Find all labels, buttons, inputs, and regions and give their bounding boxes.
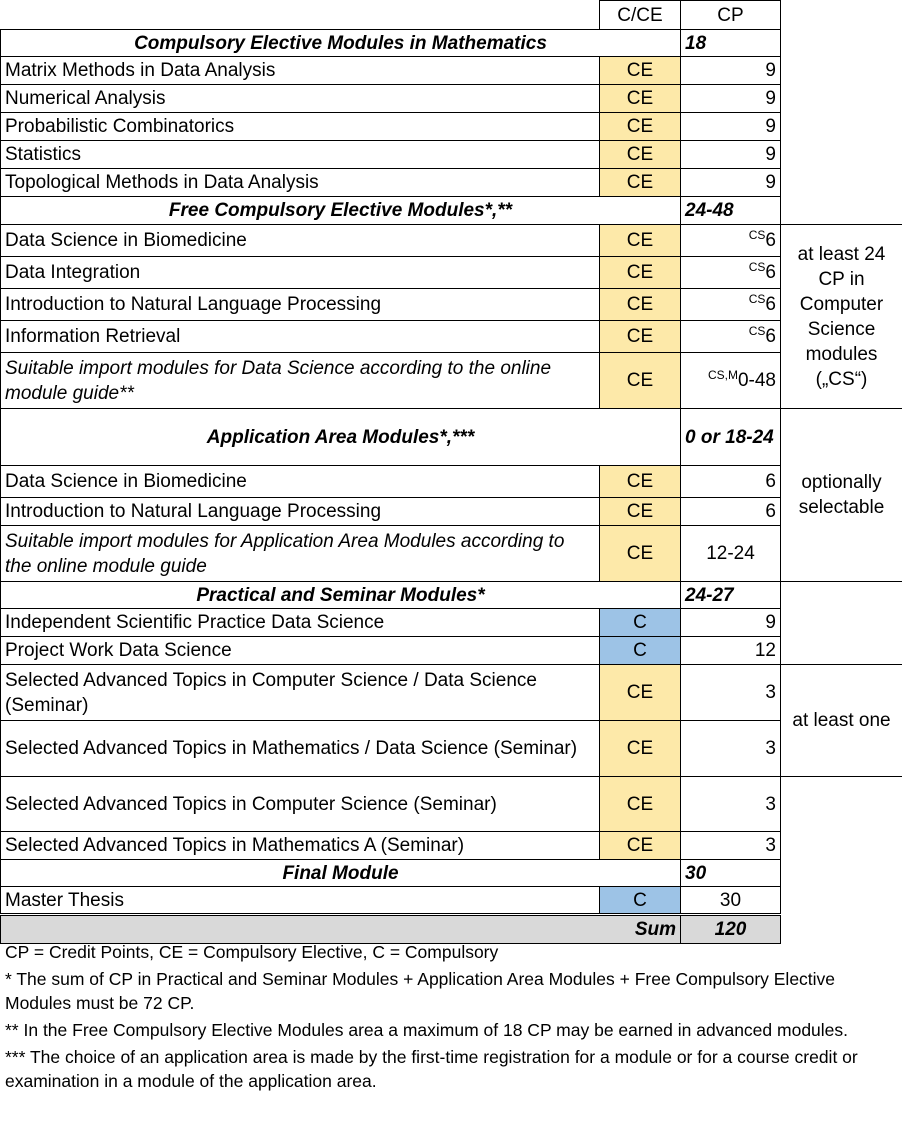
module-name: Information Retrieval — [1, 321, 600, 353]
module-cp: 9 — [681, 113, 781, 141]
module-name: Suitable import modules for Application Area Modules according to the online module guide — [1, 526, 600, 582]
module-type: C — [600, 609, 681, 637]
module-type: CE — [600, 113, 681, 141]
table-row — [1, 353, 902, 409]
section-title: Practical and Seminar Modules* — [1, 582, 681, 609]
module-type: CE — [600, 721, 681, 777]
module-name: Matrix Methods in Data Analysis — [1, 57, 600, 85]
footnote-3: *** The choice of an application area is made by the first-time registration for a module or for a course credit or examination in a module of the application area. — [5, 1047, 858, 1091]
module-name: Topological Methods in Data Analysis — [1, 169, 600, 197]
table-row — [1, 498, 902, 526]
module-type: C — [600, 637, 681, 665]
module-cp: 9 — [681, 57, 781, 85]
sum-label: Sum — [1, 915, 681, 944]
module-cp: $^{CS}$6 — [681, 225, 781, 257]
footnote-2: ** In the Free Compulsory Elective Modules area a maximum of 18 CP may be earned in advanced modules. — [5, 1020, 849, 1040]
module-name: Statistics — [1, 141, 600, 169]
module-cp: 6 — [681, 498, 781, 526]
cs-marker: CS — [748, 228, 766, 242]
module-name: Selected Advanced Topics in Mathematics / Data Science (Seminar) — [1, 721, 600, 777]
seminar-requirement-note: at least one — [781, 665, 902, 777]
section-free-header — [1, 197, 902, 225]
module-cp: 12 — [681, 637, 781, 665]
module-type: CE — [600, 225, 681, 257]
module-type: CE — [600, 57, 681, 85]
table-row — [1, 141, 902, 169]
section-title: Free Compulsory Elective Modules*,** — [1, 197, 681, 225]
module-cp: $^{CS,M}$0-48 — [681, 353, 781, 409]
table-row — [1, 777, 902, 832]
table-row — [1, 721, 902, 777]
table-row — [1, 289, 902, 321]
module-name: Suitable import modules for Data Science according to the online module guide** — [1, 353, 600, 409]
section-application-header — [1, 409, 902, 466]
header-row — [1, 1, 902, 30]
module-name: Introduction to Natural Language Processing — [1, 289, 600, 321]
table-row — [1, 225, 902, 257]
optional-note: optionally selectable — [781, 409, 902, 582]
sum-cp: 120 — [681, 915, 781, 944]
module-cp: 3 — [681, 832, 781, 860]
footnotes — [5, 940, 897, 1096]
module-cp: $^{CS}$6 — [681, 289, 781, 321]
section-cp: 24-27 — [681, 582, 781, 609]
module-name: Data Science in Biomedicine — [1, 225, 600, 257]
module-cp: 6 — [681, 466, 781, 498]
module-name: Introduction to Natural Language Processing — [1, 498, 600, 526]
table-row — [1, 526, 902, 582]
table-row — [1, 113, 902, 141]
module-cp: 12-24 — [681, 526, 781, 582]
module-type: CE — [600, 526, 681, 582]
section-math-header — [1, 30, 902, 57]
module-type: CE — [600, 777, 681, 832]
cs-marker: CS — [748, 260, 766, 274]
module-name: Selected Advanced Topics in Computer Science / Data Science (Seminar) — [1, 665, 600, 721]
module-type: CE — [600, 169, 681, 197]
table-row — [1, 169, 902, 197]
module-name: Numerical Analysis — [1, 85, 600, 113]
module-name: Project Work Data Science — [1, 637, 600, 665]
module-type: CE — [600, 85, 681, 113]
header-cp: CP — [681, 1, 781, 30]
module-type: CE — [600, 257, 681, 289]
module-cp: 9 — [681, 609, 781, 637]
module-name: Probabilistic Combinatorics — [1, 113, 600, 141]
section-cp: 30 — [681, 860, 781, 887]
table-row — [1, 466, 902, 498]
table-row — [1, 257, 902, 289]
module-name: Data Integration — [1, 257, 600, 289]
module-type: CE — [600, 466, 681, 498]
table-row — [1, 665, 902, 721]
module-cp: 9 — [681, 141, 781, 169]
module-name: Selected Advanced Topics in Mathematics A (Seminar) — [1, 832, 600, 860]
cs-marker: CS — [748, 324, 766, 338]
section-title: Final Module — [1, 860, 681, 887]
cs-requirement-note: at least 24 CP in Computer Science modules („CS“) — [781, 225, 902, 409]
module-cp: $^{CS}$6 — [681, 321, 781, 353]
module-type: CE — [600, 321, 681, 353]
module-type: CE — [600, 832, 681, 860]
module-name: Data Science in Biomedicine — [1, 466, 600, 498]
cs-marker: CS — [748, 292, 766, 306]
footnote-1: * The sum of CP in Practical and Seminar Modules + Application Area Modules + Free Compulsory Elective Modules must be 72 CP. — [5, 969, 836, 1013]
table-row — [1, 609, 902, 637]
section-final-header — [1, 860, 902, 887]
table-row — [1, 832, 902, 860]
module-cp: 3 — [681, 721, 781, 777]
section-cp: 24-48 — [681, 197, 781, 225]
section-title: Application Area Modules*,*** — [1, 409, 681, 466]
cs-marker: CS,M — [707, 368, 738, 382]
module-cp: 9 — [681, 169, 781, 197]
module-cp: 3 — [681, 665, 781, 721]
module-name: Independent Scientific Practice Data Science — [1, 609, 600, 637]
module-cp: 9 — [681, 85, 781, 113]
section-cp: 0 or 18-24 — [681, 409, 781, 466]
module-cp: $^{CS}$6 — [681, 257, 781, 289]
module-cp: 3 — [681, 777, 781, 832]
module-name: Master Thesis — [1, 887, 600, 915]
module-name: Selected Advanced Topics in Computer Science (Seminar) — [1, 777, 600, 832]
module-type: CE — [600, 498, 681, 526]
table-row — [1, 321, 902, 353]
table-row — [1, 887, 902, 915]
module-type: CE — [600, 665, 681, 721]
table-row — [1, 57, 902, 85]
section-practical-header — [1, 582, 902, 609]
section-title: Compulsory Elective Modules in Mathematics — [1, 30, 681, 57]
module-type: C — [600, 887, 681, 915]
module-type: CE — [600, 353, 681, 409]
section-cp: 18 — [681, 30, 781, 57]
header-type: C/CE — [600, 1, 681, 30]
module-cp: 30 — [681, 887, 781, 915]
footnote-legend: CP = Credit Points, CE = Compulsory Elective, C = Compulsory — [5, 942, 499, 962]
table-row — [1, 85, 902, 113]
module-type: CE — [600, 141, 681, 169]
table-row — [1, 637, 902, 665]
module-type: CE — [600, 289, 681, 321]
